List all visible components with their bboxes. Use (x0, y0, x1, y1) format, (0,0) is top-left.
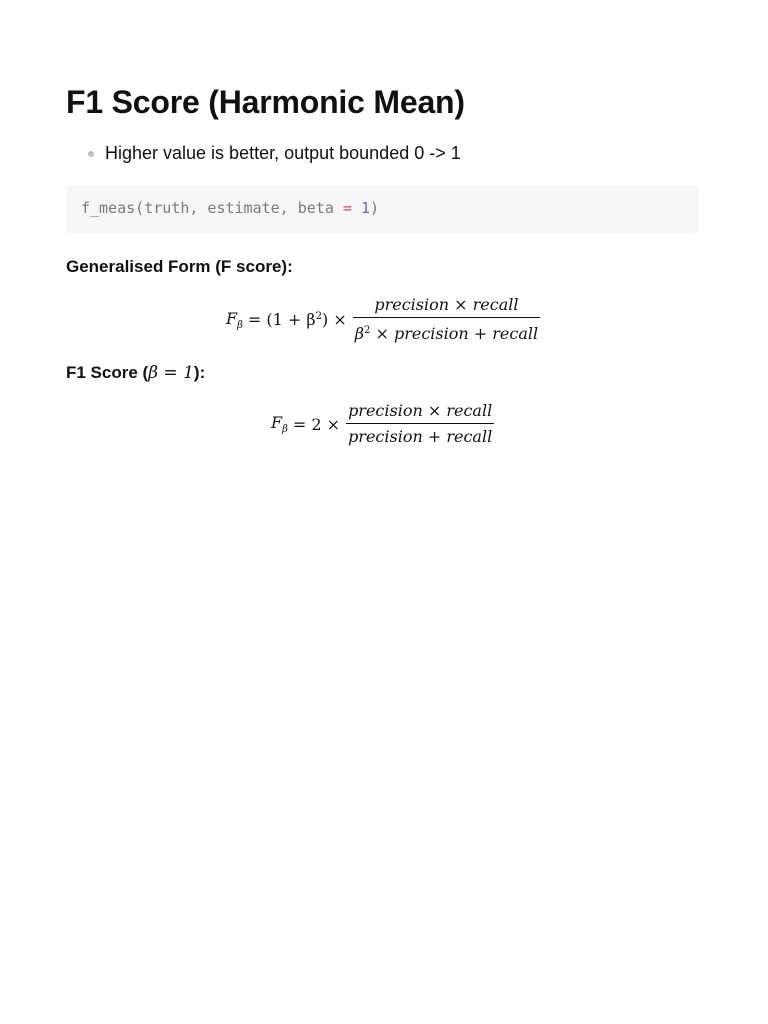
page-title: F1 Score (Harmonic Mean) (66, 84, 465, 120)
list-item-text: Higher value is better, output bounded 0 -> 1 (105, 143, 461, 163)
f1-score-heading: F1 Score (β = 1): (66, 363, 206, 383)
fraction-bar (353, 317, 540, 318)
fraction-bar (346, 423, 494, 424)
formula-numerator: precision × recall (348, 401, 493, 420)
bullet-list (88, 141, 461, 165)
formula-denominator: $\beta^2$ × precision + recall (354, 324, 539, 343)
general-formula (226, 295, 540, 344)
list-item (88, 141, 461, 165)
formula-rhs: = 2 × (292, 414, 341, 434)
formula-lhs: $F_\beta$ (226, 308, 243, 331)
code-operator: = (342, 199, 352, 217)
code-close-paren: ) (370, 199, 380, 217)
code-block (66, 186, 698, 233)
formula-lhs: $F_\beta$ (271, 413, 288, 435)
general-form-heading: Generalised Form (F score): (66, 257, 293, 276)
formula-fraction (346, 401, 494, 447)
code-number: 1 (360, 199, 370, 217)
f1-formula (271, 401, 494, 447)
formula-numerator: precision × recall (374, 295, 519, 314)
formula-fraction (353, 295, 540, 344)
code-call: f_meas(truth, estimate, beta (81, 199, 343, 217)
formula-rhs-prefix: = $(1 + \beta^2)$ × (247, 310, 347, 329)
bullet-dot-icon (88, 151, 94, 157)
formula-denominator: precision + recall (348, 427, 493, 446)
